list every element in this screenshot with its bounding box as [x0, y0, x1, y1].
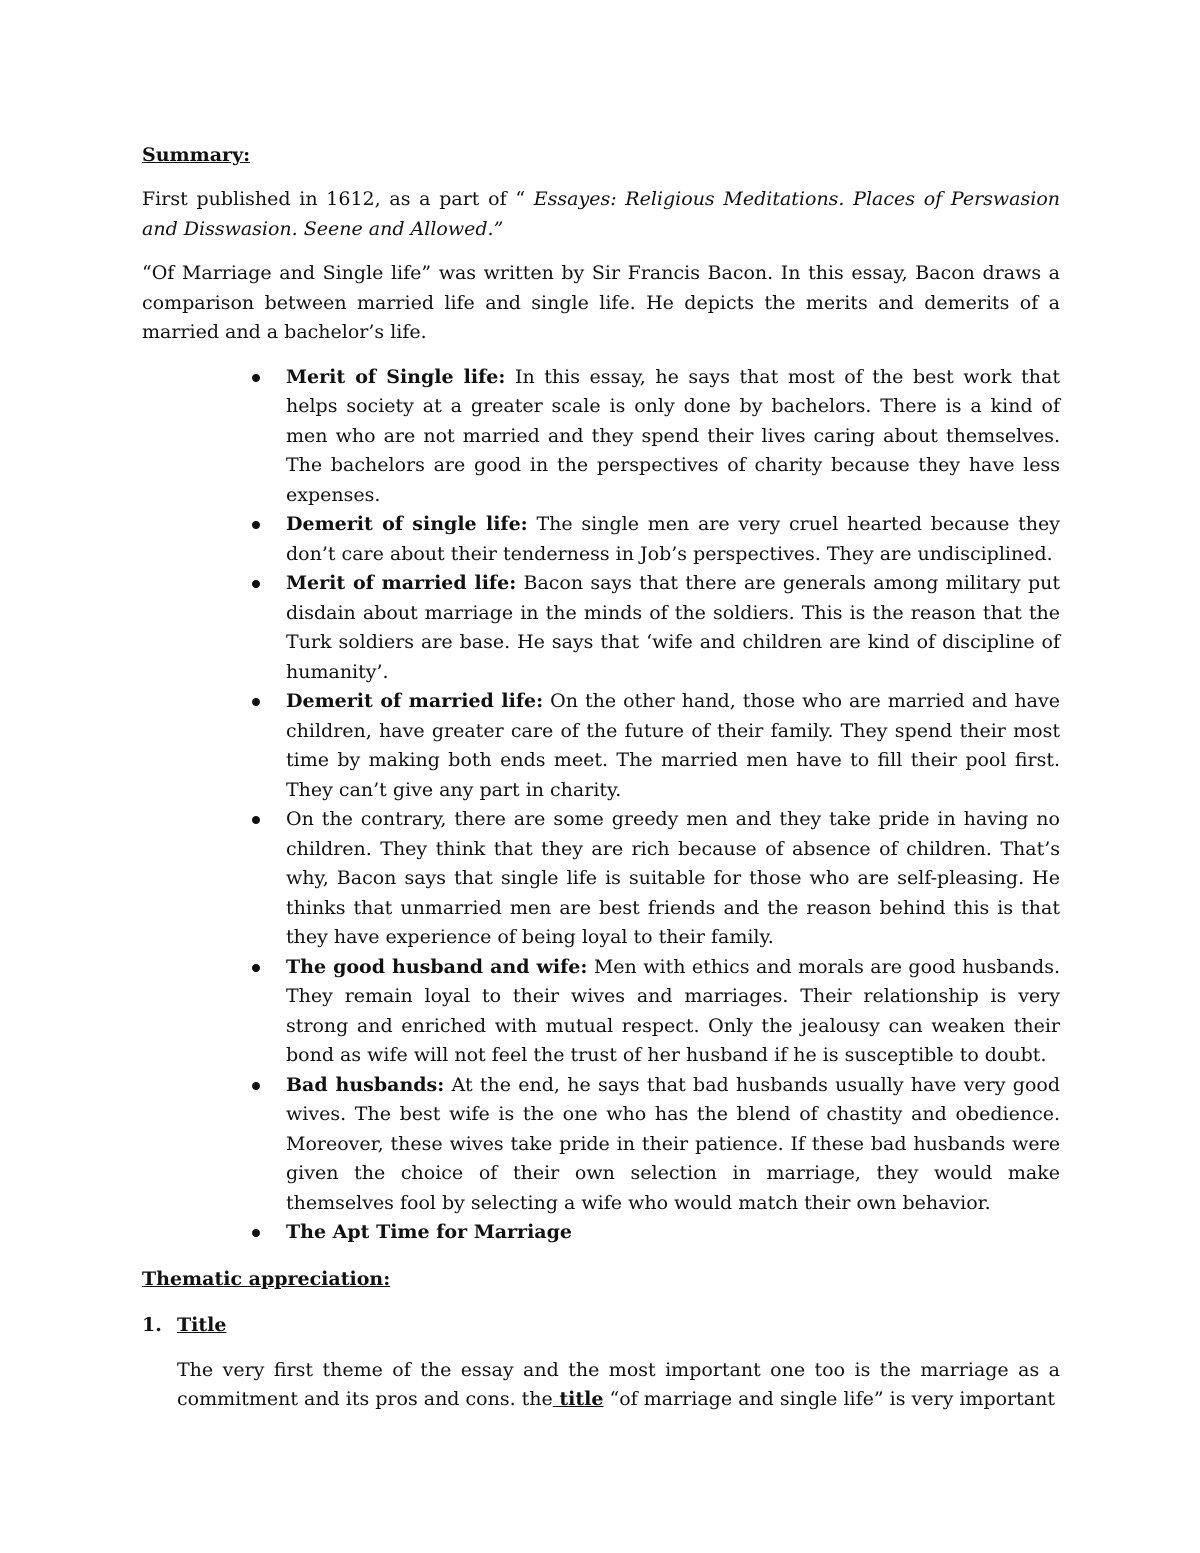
- bullet-label: Demerit of married life:: [286, 690, 544, 712]
- list-item: [286, 805, 1060, 953]
- list-item: [286, 1071, 1060, 1219]
- bullet-text: In this essay, he says that most of the best work that helps society at a greater scale is only done by bachelors. There is a kind of men who are not married and they spend their lives caring about themselves. The bachelors are good in the perspectives of charity because they have less expenses.: [286, 365, 1060, 506]
- list-item: [286, 510, 1060, 569]
- intro-lead: First published in 1612, as a part of “: [142, 188, 534, 210]
- thematic-heading: Thematic appreciation:: [142, 1267, 391, 1290]
- bullet-text: Men with ethics and morals are good husbands. They remain loyal to their wives and marriages. Their relationship is very strong and enriched with mutual respect. Only the jealousy can weaken their bond as wife will not feel the trust of her husband if he is susceptible to doubt.: [286, 955, 1060, 1066]
- section-heading: [142, 1310, 1060, 1340]
- bullet-label: Bad husbands:: [286, 1073, 445, 1096]
- bullet-icon: [252, 964, 260, 972]
- bullet-label: Demerit of single life:: [286, 513, 528, 535]
- bullet-icon: [252, 698, 260, 706]
- section-body-end: “of marriage and single life” is very important: [603, 1388, 1055, 1410]
- intro-italic-title: Essayes: Religious Meditations. Places of Perswasion and Disswasion. Seene and Allowed.”: [142, 188, 1061, 240]
- document-page: [142, 140, 1060, 1415]
- bullet-icon: [252, 1229, 260, 1237]
- bullet-text: Bacon says that there are generals among military put disdain about marriage in the minds of the soldiers. This is the reason that the Turk soldiers are base. He says that ‘wife and children are kind of discipline of humanity’.: [286, 572, 1061, 683]
- bullet-icon: [252, 580, 260, 588]
- overview-paragraph: “Of Marriage and Single life” was written by Sir Francis Bacon. In this essay, Bacon draws a comparison between married life and single life. He depicts the merits and demerits of a married and a bachelor’s life.: [142, 262, 1060, 343]
- bullet-list: [142, 363, 1060, 1248]
- section-body-bold: title: [552, 1388, 604, 1410]
- list-item: [286, 687, 1060, 805]
- bullet-label: The good husband and wife:: [286, 955, 588, 978]
- list-item: [286, 1218, 1060, 1248]
- bullet-text: The single men are very cruel hearted because they don’t care about their tenderness in Job’s perspectives. They are undisciplined.: [286, 513, 1060, 565]
- bullet-icon: [252, 374, 260, 382]
- bullet-label: The Apt Time for Marriage: [286, 1221, 572, 1243]
- section-body-start: The very first theme of the essay and the most important one too is the marriage as a commitment and its pros and cons. the: [177, 1358, 1060, 1410]
- bullet-icon: [252, 816, 260, 824]
- summary-heading: Summary:: [142, 144, 251, 166]
- list-item: [286, 363, 1060, 511]
- bullet-text: On the other hand, those who are married and have children, have greater care of the future of their family. They spend their most time by making both ends meet. The married men have to fill their pool first. They can’t give any part in charity.: [286, 690, 1060, 801]
- intro-paragraph: [142, 185, 1060, 244]
- list-item: [286, 569, 1060, 687]
- bullet-text: On the contrary, there are some greedy men and they take pride in having no children. They think that they are rich because of absence of children. That’s why, Bacon says that single life is suitable for those who are self-pleasing. He thinks that unmarried men are best friends and the reason behind this is that they have experience of being loyal to their family.: [286, 808, 1060, 948]
- section-body: [142, 1356, 1060, 1415]
- bullet-label: Merit of Single life:: [286, 365, 506, 388]
- bullet-text: At the end, he says that bad husbands usually have very good wives. The best wife is the one who has the blend of chastity and obedience. Moreover, these wives take pride in their patience. If these bad husbands were given the choice of their own selection in marriage, they would make themselves fool by selecting a wife who would match their own behavior.: [286, 1073, 1060, 1214]
- list-item: [286, 953, 1060, 1071]
- section-number: 1.: [142, 1313, 162, 1336]
- section-title: Title: [177, 1313, 227, 1336]
- bullet-icon: [252, 521, 260, 529]
- bullet-label: Merit of married life:: [286, 572, 517, 594]
- bullet-icon: [252, 1082, 260, 1090]
